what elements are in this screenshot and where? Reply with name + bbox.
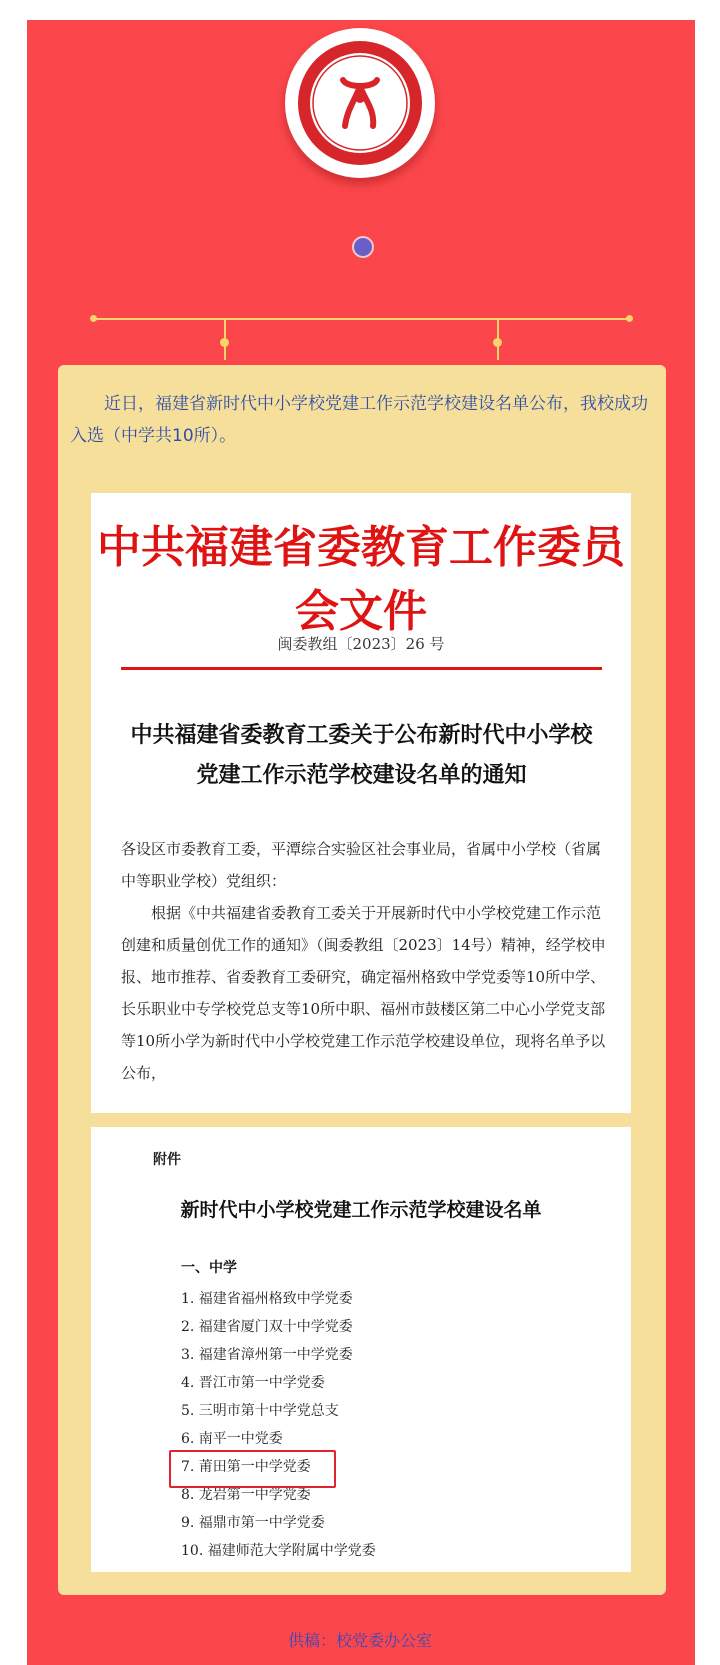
intro-text: 近日，福建省新时代中小学校党建工作示范学校建设名单公布，我校成功入选（中学共10所）。 (70, 394, 648, 446)
list-item: 7. 莆田第一中学党委 (181, 1459, 311, 1475)
document-paragraph: 根据《中共福建省委教育工委关于开展新时代中小学校党建工作示范创建和质量创优工作的通知》（闽委教组〔2023〕14号）精神，经学校申报、地市推荐、省委教育工委研究，确定福州格致中学党委等10所中学、长乐职业中专学校党总支等10所中职、福州市鼓楼区第二中心小学党支部等10所小学为新时代中小学校党建工作示范学校建设单位，现将名单予以公布， (121, 904, 606, 1082)
divider-line (93, 318, 629, 320)
list-item: 8. 龙岩第一中学党委 (181, 1487, 311, 1503)
connector-dot-right (493, 338, 502, 347)
section-heading: 一、中学 (181, 1260, 237, 1276)
document-body (121, 833, 611, 1089)
list-item: 4. 晋江市第一中学党委 (181, 1375, 325, 1391)
list-item: 10. 福建师范大学附属中学党委 (181, 1543, 376, 1559)
divider-cap-right (626, 315, 633, 322)
list-item: 5. 三明市第十中学党总支 (181, 1403, 339, 1419)
document-number: 闽委教组〔2023〕26 号 (277, 635, 445, 653)
list-item: 9. 福鼎市第一中学党委 (181, 1515, 325, 1531)
divider-cap-left (90, 315, 97, 322)
document-salutation: 各设区市委教育工委，平潭综合实验区社会事业局，省属中小学校（省属中等职业学校）党组织： (121, 840, 602, 890)
school-emblem-icon (285, 28, 435, 178)
attachment-list-image (91, 1127, 631, 1572)
list-item: 6. 南平一中党委 (181, 1431, 283, 1447)
footer-credit: 供稿：校党委办公室 (287, 1631, 432, 1650)
document-title: 中共福建省委教育工委关于公布新时代中小学校党建工作示范学校建设名单的通知 (130, 722, 593, 788)
document-red-rule (121, 667, 602, 670)
attachment-label: 附件 (153, 1152, 181, 1168)
list-item: 2. 福建省厦门双十中学党委 (181, 1319, 353, 1335)
notice-document-image (91, 493, 631, 1113)
highlight-box (169, 1450, 336, 1488)
document-header: 中共福建省委教育工作委员会文件 (97, 522, 625, 637)
list-item: 3. 福建省漳州第一中学党委 (181, 1347, 353, 1363)
list-item: 1. 福建省福州格致中学党委 (181, 1291, 353, 1307)
school-list (181, 1285, 376, 1565)
bullet-dot-icon (352, 236, 374, 258)
connector-dot-left (220, 338, 229, 347)
intro-paragraph (70, 388, 660, 452)
attachment-title: 新时代中小学校党建工作示范学校建设名单 (180, 1199, 542, 1221)
